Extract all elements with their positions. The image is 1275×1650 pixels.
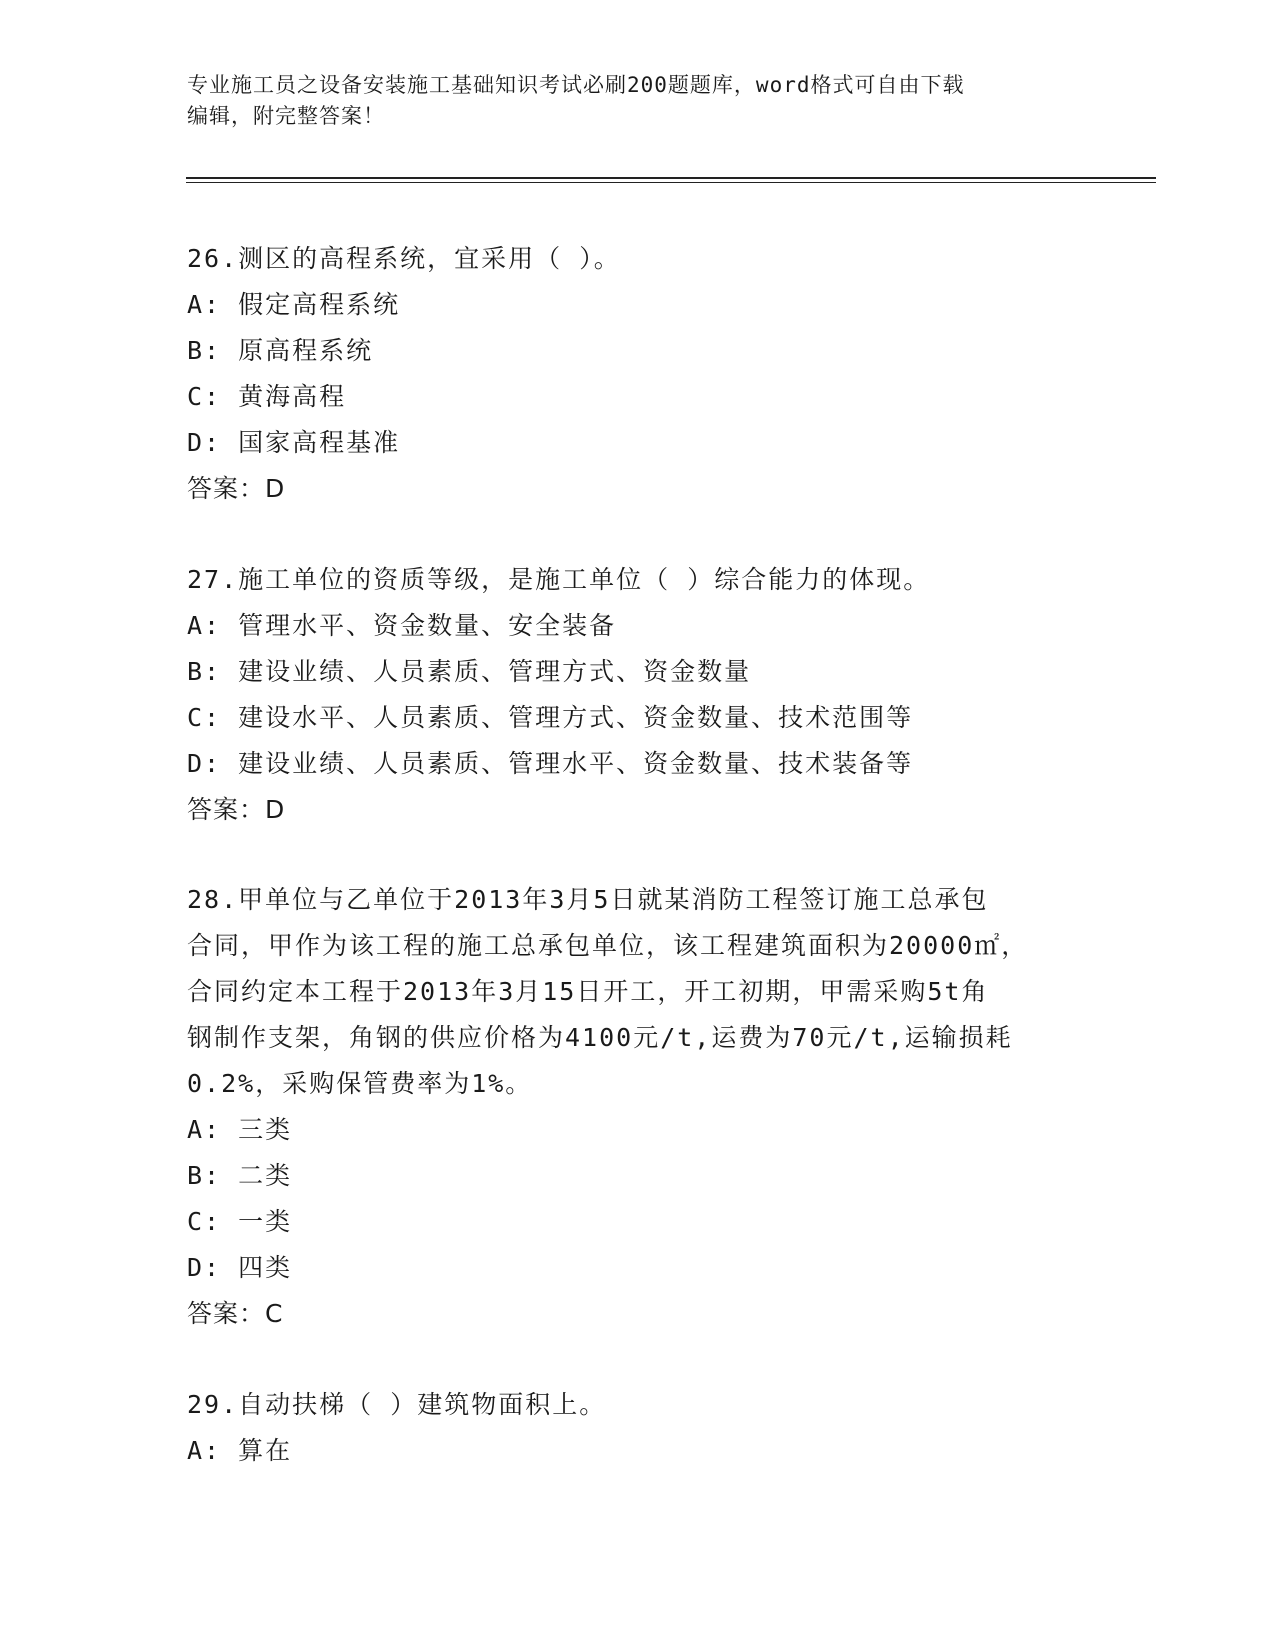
question-stem-line-3: 合同约定本工程于2013年3月15日开工，开工初期，甲需采购5t角 xyxy=(187,977,989,1006)
question-29 xyxy=(187,1382,1087,1474)
question-26 xyxy=(187,236,1087,512)
answer-text: 答案：C xyxy=(187,1299,284,1328)
option-d: D: 建设业绩、人员素质、管理水平、资金数量、技术装备等 xyxy=(187,749,914,778)
question-stem-line-4: 钢制作支架，角钢的供应价格为4100元/t,运费为70元/t,运输损耗 xyxy=(187,1023,1013,1052)
question-stem: 26.测区的高程系统，宜采用（ ）。 xyxy=(187,244,621,273)
option-a: A: 算在 xyxy=(187,1436,293,1465)
answer-text: 答案：D xyxy=(187,795,286,824)
option-c: C: 建设水平、人员素质、管理方式、资金数量、技术范围等 xyxy=(187,703,914,732)
option-a: A: 三类 xyxy=(187,1115,293,1144)
option-c: C: 黄海高程 xyxy=(187,382,347,411)
option-b: B: 二类 xyxy=(187,1161,293,1190)
question-27 xyxy=(187,557,1087,833)
header-divider-thick xyxy=(186,177,1156,179)
question-28 xyxy=(187,877,1087,1337)
document-header xyxy=(187,70,1087,132)
answer-text: 答案：D xyxy=(187,474,286,503)
header-divider-thin xyxy=(186,182,1156,183)
option-a: A: 假定高程系统 xyxy=(187,290,401,319)
question-stem: 29.自动扶梯（ ）建筑物面积上。 xyxy=(187,1390,607,1419)
question-stem: 27.施工单位的资质等级，是施工单位（ ）综合能力的体现。 xyxy=(187,565,931,594)
option-b: B: 建设业绩、人员素质、管理方式、资金数量 xyxy=(187,657,752,686)
question-stem-line-1: 28.甲单位与乙单位于2013年3月5日就某消防工程签订施工总承包 xyxy=(187,885,989,914)
option-b: B: 原高程系统 xyxy=(187,336,374,365)
option-d: D: 国家高程基准 xyxy=(187,428,401,457)
header-line-2: 编辑，附完整答案！ xyxy=(187,104,385,128)
option-a: A: 管理水平、资金数量、安全装备 xyxy=(187,611,617,640)
header-line-1: 专业施工员之设备安装施工基础知识考试必刷200题题库，word格式可自由下载 xyxy=(187,73,965,97)
question-stem-line-2: 合同，甲作为该工程的施工总承包单位，该工程建筑面积为20000㎡， xyxy=(187,931,1029,960)
option-c: C: 一类 xyxy=(187,1207,293,1236)
question-stem-line-5: 0.2%，采购保管费率为1%。 xyxy=(187,1069,533,1098)
option-d: D: 四类 xyxy=(187,1253,293,1282)
